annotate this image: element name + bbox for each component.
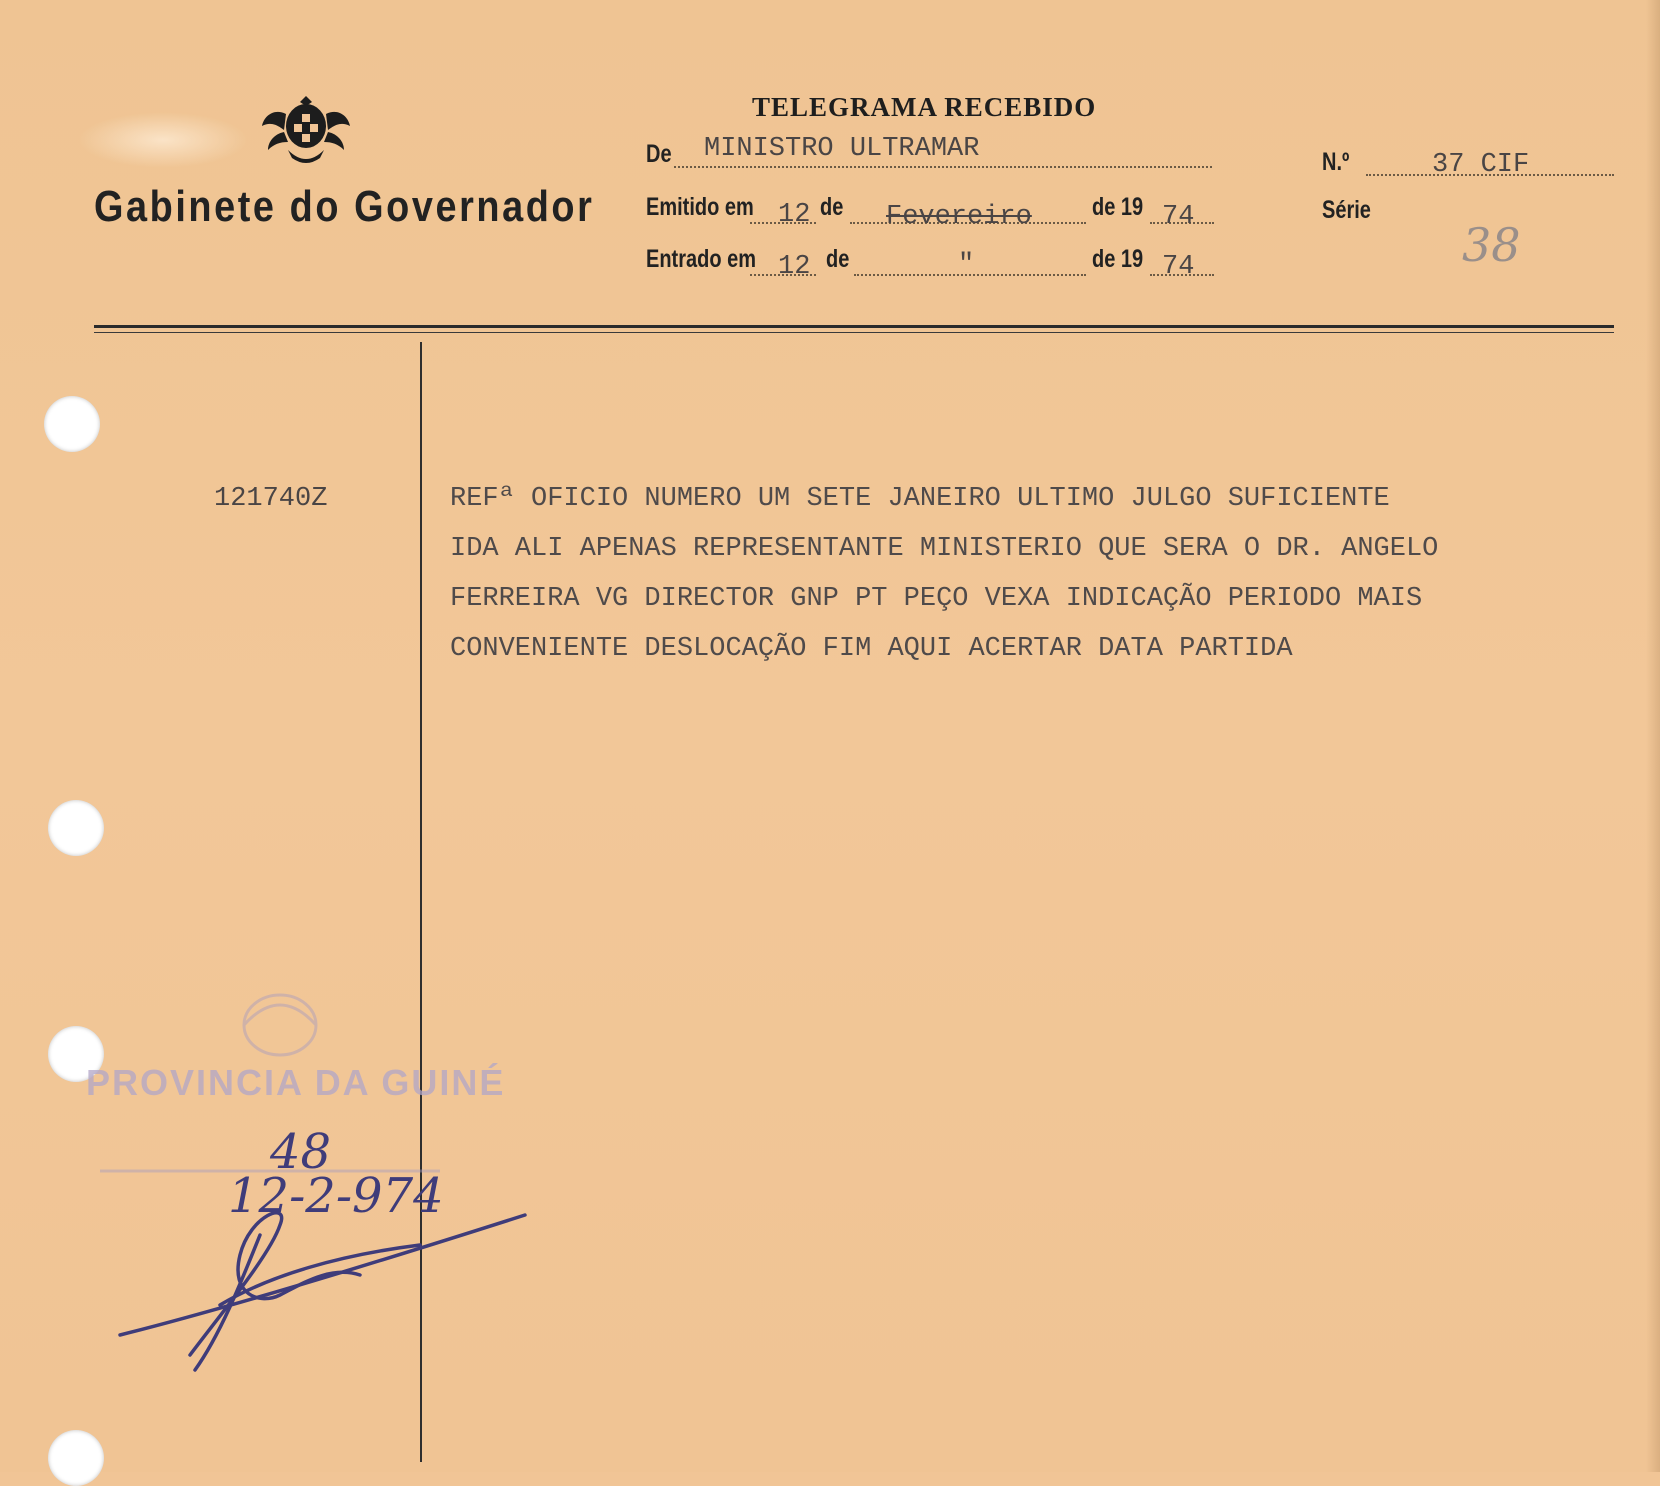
punch-hole — [48, 800, 104, 856]
issued-month: Fevereiro — [886, 202, 1032, 232]
entry-number: 48 — [270, 1124, 332, 1180]
received-label: Entrado em — [646, 245, 757, 273]
received-day: 12 — [778, 252, 811, 282]
series-label: Série — [1322, 196, 1371, 224]
office-name: Gabinete do Governador — [94, 182, 595, 231]
message-body — [450, 480, 1438, 680]
header-rule-thin — [94, 332, 1614, 333]
issued-day: 12 — [778, 200, 811, 230]
received-month: " — [958, 250, 975, 280]
signature — [100, 1195, 540, 1395]
series-value: 38 — [1462, 218, 1521, 272]
issued-de-1: de — [820, 193, 844, 221]
message-line: REFª OFICIO NUMERO UM SETE JANEIRO ULTIMO JULGO SUFICIENTE — [450, 484, 1390, 514]
paper-edge-shadow — [1646, 0, 1660, 1472]
issued-de-2: de 19 — [1092, 193, 1144, 221]
received-year: 74 — [1162, 252, 1195, 282]
coat-of-arms-icon — [258, 92, 354, 166]
time-reference: 121740Z — [214, 484, 328, 514]
message-line: CONVENIENTE DESLOCAÇÃO FIM AQUI ACERTAR DATA PARTIDA — [450, 634, 1293, 664]
from-dotted-line — [674, 166, 1212, 168]
from-value: MINISTRO ULTRAMAR — [704, 134, 980, 164]
issued-year: 74 — [1162, 202, 1195, 232]
received-de-1: de — [826, 245, 850, 273]
stamp-text: PROVINCIA DA GUINÉ — [86, 1062, 506, 1103]
issued-label: Emitido em — [646, 193, 754, 221]
number-label: N.º — [1322, 148, 1350, 176]
embossed-seal — [78, 112, 248, 168]
message-line: FERREIRA VG DIRECTOR GNP PT PEÇO VEXA INDICAÇÃO PERIODO MAIS — [450, 584, 1423, 614]
message-line: IDA ALI APENAS REPRESENTANTE MINISTERIO QUE SERA O DR. ANGELO — [450, 534, 1439, 564]
entry-date: 12-2-974 — [228, 1168, 444, 1224]
header-rule — [94, 325, 1614, 328]
document-title: TELEGRAMA RECEBIDO — [752, 92, 1097, 122]
from-label: De — [646, 140, 672, 168]
punch-hole — [48, 1430, 104, 1486]
number-value: 37 CIF — [1432, 150, 1530, 180]
received-de-2: de 19 — [1092, 245, 1144, 273]
punch-hole — [44, 396, 100, 452]
